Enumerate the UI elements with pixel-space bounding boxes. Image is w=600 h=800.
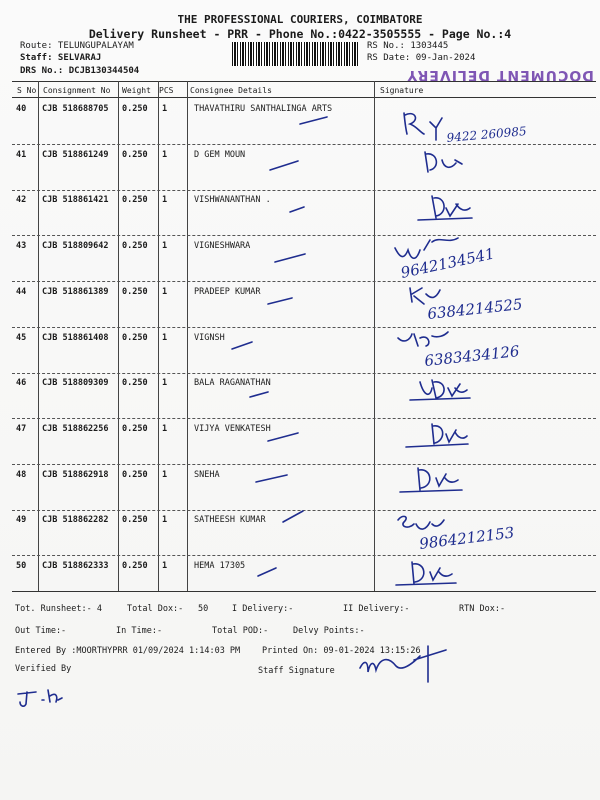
row-sno: 42 (16, 195, 27, 206)
runsheet-title: Delivery Runsheet - PRR - Phone No.:0422-3505555 - Page No.:4 (88, 27, 512, 41)
tick-mark (258, 568, 276, 576)
row-consignee: VIGNSH (194, 332, 225, 343)
row-consignee: VIJYA VENKATESH (194, 423, 271, 434)
row-consignment-no: CJB 518861249 (42, 149, 109, 160)
delvy-points: Delvy Points:- (293, 626, 365, 636)
row-weight: 0.250 (122, 195, 148, 206)
row-consignee: SATHEESH KUMAR (194, 515, 266, 526)
row-pcs: 1 (162, 515, 168, 526)
signature-row-49 (398, 516, 444, 529)
row-pcs: 1 (162, 423, 168, 434)
table-header-border (12, 97, 596, 98)
row-sno: 47 (16, 423, 27, 434)
row-weight: 0.250 (122, 286, 148, 297)
out-time: Out Time:- (15, 626, 67, 636)
signature-row-47 (406, 424, 468, 447)
barcode (232, 42, 360, 66)
drs-number: DRS No.: DCJB130344504 (20, 66, 140, 76)
rs-number: RS No.: 1303445 (367, 41, 449, 51)
row-consignee: PRADEEP KUMAR (194, 286, 261, 297)
signature-row-42 (418, 196, 472, 220)
col-divider (38, 81, 39, 591)
row-sno: 44 (16, 286, 27, 297)
row-divider (12, 510, 596, 511)
row-consignee: VIGNESHWARA (194, 241, 251, 252)
row-sno: 43 (16, 241, 27, 252)
row-divider (12, 418, 596, 419)
row-pcs: 1 (162, 286, 168, 297)
row-consignee: BALA RAGANATHAN (194, 378, 271, 389)
col-header-sno: S No (17, 86, 37, 95)
document-delivery-stamp: DOCUMENT DELIVERY (406, 67, 594, 83)
row-consignment-no: CJB 518861421 (42, 195, 109, 206)
row-weight: 0.250 (122, 515, 148, 526)
handwritten-phone-row-44: 6384214525 (426, 295, 524, 323)
tick-mark (270, 161, 298, 170)
total-dox-value: 50 (198, 604, 209, 614)
row-consignment-no: CJB 518862282 (42, 515, 109, 526)
row-divider (12, 190, 596, 191)
row-pcs: 1 (162, 241, 168, 252)
verifier-signature-mark (18, 690, 62, 706)
col-header-weight: Weight (122, 86, 151, 95)
row-sno: 45 (16, 332, 27, 343)
col-divider (187, 81, 188, 591)
row-pcs: 1 (162, 149, 168, 160)
row-pcs: 1 (162, 561, 168, 571)
row-weight: 0.250 (122, 332, 148, 343)
tick-mark (290, 207, 304, 212)
row-divider (12, 464, 596, 465)
handwritten-phone-row-49: 9864212153 (418, 523, 516, 553)
tick-mark (256, 475, 287, 482)
signature-row-40 (404, 113, 442, 140)
row-consignment-no: CJB 518862333 (42, 561, 109, 571)
col-divider (118, 81, 119, 591)
row-consignment-no: CJB 518862918 (42, 469, 109, 480)
row-consignment-no: CJB 518862256 (42, 423, 109, 434)
table-top-border (12, 81, 596, 82)
row-pcs: 1 (162, 104, 168, 114)
signature-row-43 (395, 238, 458, 258)
row-pcs: 1 (162, 195, 168, 206)
tick-mark (232, 342, 252, 349)
handwritten-phone-row-45: 6383434126 (423, 342, 521, 370)
col-header-consignee: Consignee Details (190, 86, 272, 95)
row-consignee: THAVATHIRU SANTHALINGA ARTS (194, 104, 333, 114)
col-header-pcs: PCS (159, 86, 174, 95)
signature-row-41 (425, 152, 462, 172)
row-consignment-no: CJB 518688705 (42, 104, 109, 114)
rs-date: RS Date: 09-Jan-2024 (367, 53, 476, 63)
row-sno: 48 (16, 469, 27, 480)
row-sno: 40 (16, 104, 27, 114)
row-consignment-no: CJB 518861389 (42, 286, 109, 297)
row-divider (12, 555, 596, 556)
row-divider (12, 281, 596, 282)
signature-row-46 (410, 380, 470, 400)
tick-mark (268, 298, 292, 304)
row-divider (12, 144, 596, 145)
company-name: THE PROFESSIONAL COURIERS, COIMBATORE (177, 13, 423, 26)
row-consignment-no: CJB 518809642 (42, 241, 109, 252)
row-sno: 49 (16, 515, 27, 526)
signature-row-48 (400, 468, 462, 492)
row-pcs: 1 (162, 378, 168, 389)
tick-mark (268, 433, 298, 441)
col-header-consignment: Consignment No (43, 86, 111, 95)
signature-row-45 (398, 332, 448, 346)
verified-by: Verified By (15, 664, 72, 674)
tick-mark (300, 117, 327, 124)
handwritten-phone-row-40: 9422 260985 (446, 124, 528, 145)
row-weight: 0.250 (122, 378, 148, 389)
tick-mark (283, 511, 303, 522)
col-header-signature: Signature (380, 86, 424, 95)
route-label: Route: TELUNGUPALAYAM (20, 41, 134, 51)
row-consignment-no: CJB 518861408 (42, 332, 109, 343)
row-consignee: HEMA 17305 (194, 561, 246, 571)
tick-mark (275, 254, 305, 262)
signature-row-44 (410, 288, 440, 304)
row-consignment-no: CJB 518809309 (42, 378, 109, 389)
tot-runsheet: Tot. Runsheet:- 4 (15, 604, 102, 614)
row-weight: 0.250 (122, 241, 148, 252)
row-divider (12, 327, 596, 328)
row-sno: 50 (16, 561, 27, 571)
row-sno: 41 (16, 149, 27, 160)
table-bottom-border (12, 591, 596, 592)
row-pcs: 1 (162, 469, 168, 480)
col-divider (374, 81, 375, 591)
staff-signature-label: Staff Signature (258, 666, 335, 676)
signature-row-50 (396, 562, 456, 585)
row-consignee: SNEHA (194, 469, 220, 480)
row-weight: 0.250 (122, 423, 148, 434)
row-divider (12, 235, 596, 236)
total-pod: Total POD:- (212, 626, 269, 636)
col-divider (158, 81, 159, 591)
staff-label: Staff: SELVARAJ (20, 53, 102, 63)
printed-on: Printed On: 09-01-2024 13:15:26 (262, 646, 421, 656)
row-weight: 0.250 (122, 104, 148, 114)
row-consignee: VISHWANANTHAN . (194, 195, 271, 206)
row-sno: 46 (16, 378, 27, 389)
row-weight: 0.250 (122, 149, 148, 160)
i-delivery: I Delivery:- (232, 604, 294, 614)
row-consignee: D GEM MOUN (194, 149, 246, 160)
row-pcs: 1 (162, 332, 168, 343)
row-weight: 0.250 (122, 561, 148, 571)
handwritten-phone-row-43: 9642134541 (399, 244, 497, 282)
tick-mark (250, 392, 268, 397)
row-divider (12, 373, 596, 374)
row-weight: 0.250 (122, 469, 148, 480)
ii-delivery: II Delivery:- (343, 604, 410, 614)
rtn-dox: RTN Dox:- (459, 604, 506, 614)
total-dox-label: Total Dox:- (127, 604, 184, 614)
in-time: In Time:- (116, 626, 163, 636)
entered-by: Entered By :MOORTHYPRR 01/09/2024 1:14:03 PM (15, 646, 241, 656)
